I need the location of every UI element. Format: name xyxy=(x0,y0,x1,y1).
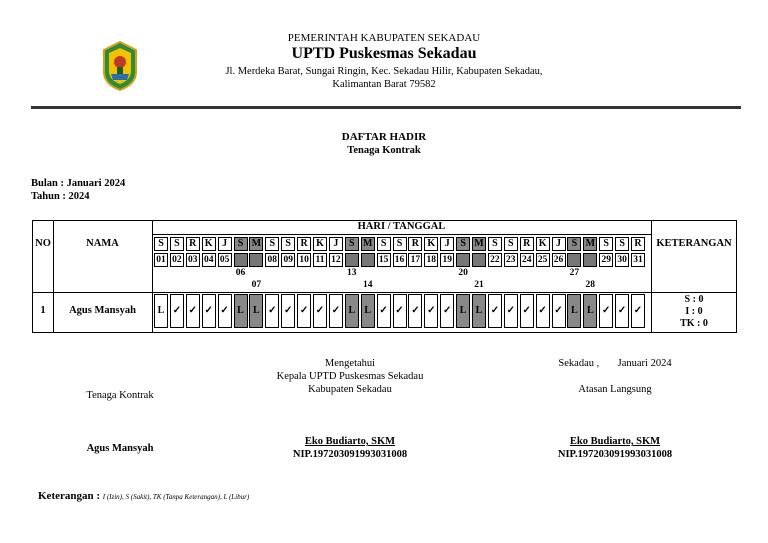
weekend-date-label-14: 14 xyxy=(362,280,373,290)
employee-name: Agus Mansyah xyxy=(69,305,136,316)
day-letter-07: M xyxy=(249,237,263,251)
date-number-25: 25 xyxy=(536,253,550,267)
attendance-mark-28: L xyxy=(583,294,597,328)
mid-regency: Kabupaten Sekadau xyxy=(308,384,392,395)
date-number-10: 10 xyxy=(297,253,311,267)
header-institution: UPTD Puskesmas Sekadau xyxy=(291,45,477,62)
date-number-03: 03 xyxy=(186,253,200,267)
date-number-04: 04 xyxy=(202,253,216,267)
date-number-17: 17 xyxy=(408,253,422,267)
day-letter-10: R xyxy=(297,237,311,251)
legend-label: Keterangan : xyxy=(38,490,101,502)
weekend-date-label-06: 06 xyxy=(235,268,246,278)
attendance-mark-14: L xyxy=(361,294,375,328)
right-signer-role: Atasan Langsung xyxy=(578,384,652,395)
row-divider xyxy=(33,292,737,293)
weekend-date-label-13: 13 xyxy=(347,268,357,278)
attendance-mark-24: ✓ xyxy=(520,294,534,328)
weekend-date-label-27: 27 xyxy=(569,268,580,278)
day-letter-08: S xyxy=(265,237,279,251)
weekend-date-cell-28 xyxy=(583,253,597,267)
day-letter-09: S xyxy=(281,237,295,251)
date-number-02: 02 xyxy=(170,253,184,267)
month-label: Bulan : Januari 2024 xyxy=(31,178,126,189)
mid-signer-name: Eko Budiarto, SKM xyxy=(304,436,396,447)
header-address-2: Kalimantan Barat 79582 xyxy=(332,79,436,90)
attendance-mark-09: ✓ xyxy=(281,294,295,328)
weekend-date-label-21: 21 xyxy=(474,280,484,290)
date-number-19: 19 xyxy=(440,253,454,267)
attendance-mark-11: ✓ xyxy=(313,294,327,328)
day-letter-18: K xyxy=(424,237,438,251)
attendance-mark-12: ✓ xyxy=(329,294,343,328)
day-letter-02: S xyxy=(170,237,184,251)
day-letter-25: K xyxy=(536,237,550,251)
attendance-mark-07: L xyxy=(249,294,263,328)
row-divider xyxy=(152,234,651,235)
mid-position: Kepala UPTD Puskesmas Sekadau xyxy=(276,371,424,382)
mid-signer-nip: NIP.197203091993031008 xyxy=(292,449,408,460)
day-letter-20: S xyxy=(456,237,470,251)
weekend-date-cell-21 xyxy=(472,253,486,267)
col-divider xyxy=(152,221,153,333)
left-signer-name: Agus Mansyah xyxy=(86,443,154,454)
day-letter-16: S xyxy=(393,237,407,251)
legend-text: I (Izin), S (Sakit), TK (Tanpa Keterangan), L (Libur) xyxy=(102,493,250,501)
date-number-24: 24 xyxy=(520,253,534,267)
date-number-29: 29 xyxy=(599,253,613,267)
header-no: NO xyxy=(35,238,51,249)
attendance-mark-10: ✓ xyxy=(297,294,311,328)
date-number-18: 18 xyxy=(424,253,438,267)
mid-acknowledge: Mengetahui xyxy=(324,358,376,369)
date-number-05: 05 xyxy=(218,253,232,267)
attendance-mark-08: ✓ xyxy=(265,294,279,328)
attendance-mark-16: ✓ xyxy=(393,294,407,328)
header-divider xyxy=(31,106,741,109)
year-label: Tahun : 2024 xyxy=(31,191,90,202)
date-number-15: 15 xyxy=(377,253,391,267)
attendance-mark-23: ✓ xyxy=(504,294,518,328)
date-number-23: 23 xyxy=(504,253,518,267)
date-number-12: 12 xyxy=(329,253,343,267)
date-number-31: 31 xyxy=(631,253,645,267)
weekend-date-label-07: 07 xyxy=(251,280,262,290)
day-letter-21: M xyxy=(472,237,486,251)
weekend-date-label-20: 20 xyxy=(458,268,468,278)
attendance-mark-17: ✓ xyxy=(408,294,422,328)
day-letter-11: K xyxy=(313,237,327,251)
day-letter-03: R xyxy=(186,237,200,251)
attendance-mark-05: ✓ xyxy=(218,294,232,328)
attendance-mark-29: ✓ xyxy=(599,294,613,328)
attendance-mark-03: ✓ xyxy=(186,294,200,328)
summary-sakit: S : 0 xyxy=(684,294,704,305)
day-letter-05: J xyxy=(218,237,232,251)
day-letter-26: J xyxy=(552,237,566,251)
row-number: 1 xyxy=(40,305,46,316)
legend-note xyxy=(38,490,249,502)
day-letter-24: R xyxy=(520,237,534,251)
date-number-01: 01 xyxy=(154,253,168,267)
weekend-date-cell-20 xyxy=(456,253,470,267)
place-date: Sekadau , Januari 2024 xyxy=(558,358,672,369)
attendance-mark-15: ✓ xyxy=(377,294,391,328)
day-letter-01: S xyxy=(154,237,168,251)
date-number-26: 26 xyxy=(552,253,566,267)
day-letter-28: M xyxy=(583,237,597,251)
summary-izin: I : 0 xyxy=(685,306,703,317)
attendance-mark-13: L xyxy=(345,294,359,328)
day-letter-04: K xyxy=(202,237,216,251)
weekend-date-label-28: 28 xyxy=(585,280,596,290)
day-letter-29: S xyxy=(599,237,613,251)
header-hari-tanggal: HARI / TANGGAL xyxy=(357,221,446,232)
document-title: DAFTAR HADIR xyxy=(341,131,427,143)
day-letter-31: R xyxy=(631,237,645,251)
day-letter-17: R xyxy=(408,237,422,251)
day-letter-14: M xyxy=(361,237,375,251)
date-number-09: 09 xyxy=(281,253,295,267)
day-letter-06: S xyxy=(234,237,248,251)
header-nama: NAMA xyxy=(86,238,119,249)
attendance-mark-30: ✓ xyxy=(615,294,629,328)
day-letter-15: S xyxy=(377,237,391,251)
header-keterangan: KETERANGAN xyxy=(656,238,732,249)
header-address-1: Jl. Merdeka Barat, Sungai Ringin, Kec. Sekadau Hilir, Kabupaten Sekadau, xyxy=(225,66,543,77)
day-letter-30: S xyxy=(615,237,629,251)
attendance-mark-19: ✓ xyxy=(440,294,454,328)
day-letter-19: J xyxy=(440,237,454,251)
day-letter-22: S xyxy=(488,237,502,251)
day-letter-23: S xyxy=(504,237,518,251)
weekend-date-cell-06 xyxy=(234,253,248,267)
attendance-table xyxy=(32,220,737,333)
weekend-date-cell-27 xyxy=(567,253,581,267)
document-subtitle: Tenaga Kontrak xyxy=(347,145,421,156)
day-letter-27: S xyxy=(567,237,581,251)
weekend-date-cell-07 xyxy=(249,253,263,267)
summary-tanpa-keterangan: TK : 0 xyxy=(680,318,708,329)
attendance-mark-01: L xyxy=(154,294,168,328)
attendance-mark-31: ✓ xyxy=(631,294,645,328)
attendance-mark-18: ✓ xyxy=(424,294,438,328)
header-government: PEMERINTAH KABUPATEN SEKADAU xyxy=(287,32,481,44)
attendance-mark-25: ✓ xyxy=(536,294,550,328)
attendance-mark-22: ✓ xyxy=(488,294,502,328)
date-number-16: 16 xyxy=(393,253,407,267)
day-letter-12: J xyxy=(329,237,343,251)
date-number-30: 30 xyxy=(615,253,629,267)
date-number-08: 08 xyxy=(265,253,279,267)
right-signer-name: Eko Budiarto, SKM xyxy=(569,436,661,447)
attendance-mark-20: L xyxy=(456,294,470,328)
date-number-22: 22 xyxy=(488,253,502,267)
left-signer-role: Tenaga Kontrak xyxy=(86,390,154,401)
attendance-mark-26: ✓ xyxy=(552,294,566,328)
right-signer-nip: NIP.197203091993031008 xyxy=(557,449,673,460)
attendance-mark-21: L xyxy=(472,294,486,328)
attendance-mark-06: L xyxy=(234,294,248,328)
weekend-date-cell-14 xyxy=(361,253,375,267)
attendance-mark-27: L xyxy=(567,294,581,328)
day-letter-13: S xyxy=(345,237,359,251)
date-number-11: 11 xyxy=(313,253,327,267)
weekend-date-cell-13 xyxy=(345,253,359,267)
attendance-mark-02: ✓ xyxy=(170,294,184,328)
attendance-mark-04: ✓ xyxy=(202,294,216,328)
